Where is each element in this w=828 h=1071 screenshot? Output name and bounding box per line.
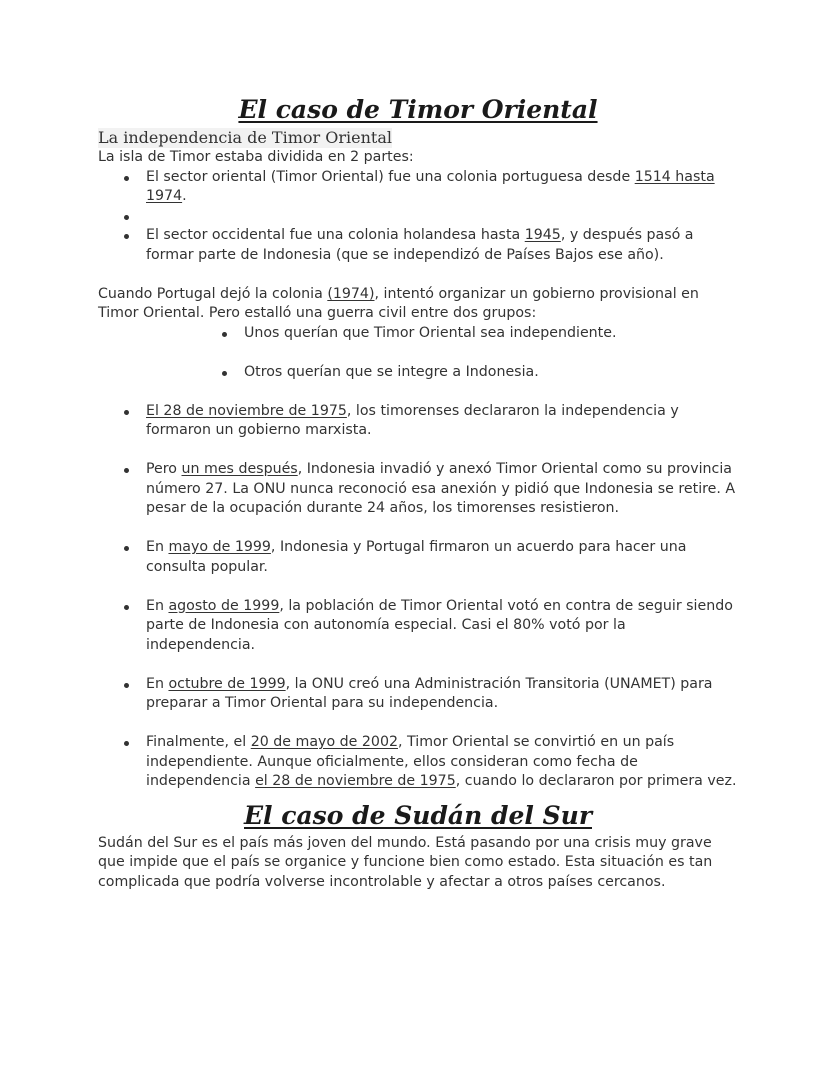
intro-text: La isla de Timor estaba dividida en 2 partes: xyxy=(98,149,414,165)
sudan-paragraph: Sudán del Sur es el país más joven del mundo. Está pasando por una crisis muy grave que impide que el país se organice y funcione bien como estado. Esta situación es tan complicada que podría volverse incontrolable y afectar a otros países cercanos. xyxy=(98,834,713,890)
list-item: Unos querían que Timor Oriental sea independiente. xyxy=(98,324,738,344)
civil-war-paragraph: Cuando Portugal dejó la colonia (1974), intentó organizar un gobierno provisional en Timor Oriental. Pero estalló una guerra civil entre dos grupos: xyxy=(98,285,699,321)
parts-list xyxy=(98,168,738,266)
list-item: El 28 de noviembre de 1975, los timorenses declararon la independencia y formaron un gobierno marxista. xyxy=(98,402,738,441)
list-item: El sector oriental (Timor Oriental) fue una colonia portuguesa desde 1514 hasta 1974. xyxy=(98,168,738,207)
list-item: El sector occidental fue una colonia holandesa hasta 1945, y después pasó a formar parte de Indonesia (que se independizó de Países Bajos ese año). xyxy=(98,226,738,265)
page-title: El caso de Timor Oriental xyxy=(238,95,598,124)
list-item: Pero un mes después, Indonesia invadió y anexó Timor Oriental como su provincia número 27. La ONU nunca reconoció esa anexión y pidió que Indonesia se retire. A pesar de la ocupación durante 24 años, los timorenses resistieron. xyxy=(98,460,738,519)
section-title-sudan: El caso de Sudán del Sur xyxy=(244,800,592,830)
document-page xyxy=(98,92,738,892)
events-list xyxy=(98,402,738,441)
section-subtitle: La independencia de Timor Oriental xyxy=(98,128,392,147)
list-item: En agosto de 1999, la población de Timor Oriental votó en contra de seguir siendo parte de Indonesia con autonomía especial. Casi el 80% votó por la independencia. xyxy=(98,597,738,656)
list-item: En octubre de 1999, la ONU creó una Administración Transitoria (UNAMET) para preparar a Timor Oriental para su independencia. xyxy=(98,675,738,714)
groups-list xyxy=(98,324,738,344)
list-item: Otros querían que se integre a Indonesia. xyxy=(98,363,738,383)
list-item: Finalmente, el 20 de mayo de 2002, Timor Oriental se convirtió en un país independiente. Aunque oficialmente, ellos consideran como fecha de independencia el 28 de noviembre de 1975, cuando lo declararon por primera vez. xyxy=(98,733,738,792)
list-item: En mayo de 1999, Indonesia y Portugal firmaron un acuerdo para hacer una consulta popular. xyxy=(98,538,738,577)
